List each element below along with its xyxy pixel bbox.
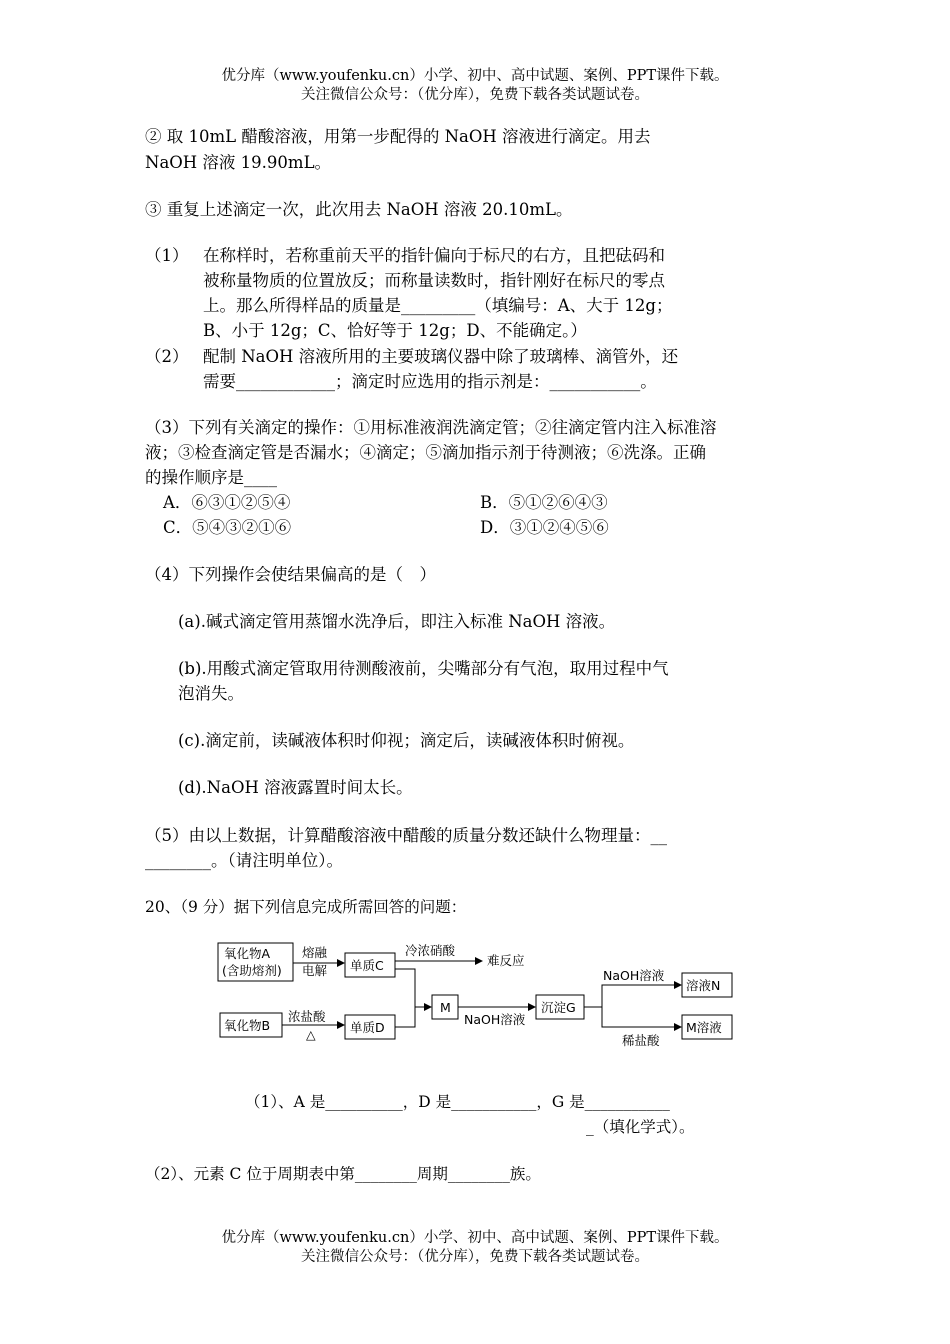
heat-label: △ xyxy=(306,1027,316,1042)
conc-hcl-label: 浓盐酸 xyxy=(288,1009,326,1024)
naoh-top-label: NaOH溶液 xyxy=(603,968,665,983)
step-3: ③ 重复上述滴定一次，此次用去 NaOH 溶液 20.10mL。 xyxy=(145,200,573,219)
q1-line-1: 在称样时，若称重前天平的指针偏向于标尺的右方，且把砝码和 xyxy=(203,246,665,265)
q3-option-b: B．⑤①②⑥④③ xyxy=(480,493,608,512)
q2-number: （2） xyxy=(145,347,189,366)
q1-number: （1） xyxy=(145,246,189,265)
reaction-flow-diagram xyxy=(210,935,745,1050)
q4-option-b-line-2: 泡消失。 xyxy=(178,684,244,703)
q1-line-2: 被称量物质的位置放反；而称量读数时，指针刚好在标尺的零点 xyxy=(203,271,665,290)
q20-sub1-line-2: _（填化学式）。 xyxy=(586,1118,695,1136)
oxide-b-label: 氧化物B xyxy=(224,1018,271,1033)
oxide-a-label-2: (含助熔剂) xyxy=(222,963,282,978)
q5-line-1: （5）由以上数据，计算醋酸溶液中醋酸的质量分数还缺什么物理量：__ xyxy=(145,826,667,845)
q3-line-3: 的操作顺序是____ xyxy=(145,468,277,487)
q20-stem: 20、（9 分）据下列信息完成所需回答的问题： xyxy=(145,898,467,916)
q3-option-a: A．⑥③①②⑤④ xyxy=(163,493,291,512)
q1-line-4: B、小于 12g；C、恰好等于 12g；D、不能确定。） xyxy=(203,321,587,340)
page-header-line-1: 优分库（www.youfenku.cn）小学、初中、高中试题、案例、PPT课件下载。 xyxy=(221,68,729,84)
page-header-line-2: 关注微信公众号：（优分库），免费下载各类试题试卷。 xyxy=(301,87,649,103)
q20-sub2: （2）、元素 C 位于周期表中第________周期________族。 xyxy=(145,1165,541,1183)
electrolysis-label: 电解 xyxy=(302,963,328,978)
q2-line-2: 需要____________；滴定时应选用的指示剂是：___________。 xyxy=(203,372,657,391)
m-solution-label: M溶液 xyxy=(686,1020,722,1035)
q3-line-1: （3）下列有关滴定的操作：①用标准液润洗滴定管；②往滴定管内注入标准溶 xyxy=(145,418,717,437)
page-footer-line-2: 关注微信公众号：（优分库），免费下载各类试题试卷。 xyxy=(301,1249,649,1265)
q4-option-c: (c).滴定前，读碱液体积时仰视；滴定后，读碱液体积时俯视。 xyxy=(178,731,635,750)
naoh-mid-label: NaOH溶液 xyxy=(464,1012,526,1027)
step-2-line-1: ② 取 10mL 醋酸溶液，用第一步配得的 NaOH 溶液进行滴定。用去 xyxy=(145,127,651,146)
melt-label: 熔融 xyxy=(302,945,328,960)
oxide-a-label-1: 氧化物A xyxy=(224,946,271,961)
solution-n-label: 溶液N xyxy=(686,978,721,993)
hard-react-label: 难反应 xyxy=(487,953,525,968)
q4-option-b-line-1: (b).用酸式滴定管取用待测酸液前，尖嘴部分有气泡，取用过程中气 xyxy=(178,659,669,678)
q1-line-3: 上。那么所得样品的质量是_________（填编号：A、大于 12g； xyxy=(203,296,673,315)
q4-stem: （4）下列操作会使结果偏高的是（ ） xyxy=(145,565,436,584)
element-c-label: 单质C xyxy=(350,958,384,973)
arrow-g-to-n xyxy=(584,985,681,1007)
precipitate-g-label: 沉淀G xyxy=(541,1000,576,1015)
step-2-line-2: NaOH 溶液 19.90mL。 xyxy=(145,153,332,172)
q3-line-2: 液；③检查滴定管是否漏水；④滴定；⑤滴加指示剂于待测液；⑥洗涤。正确 xyxy=(145,443,706,462)
q20-sub1-line-1: （1）、A 是__________，D 是___________，G 是___________ xyxy=(245,1093,670,1111)
arrow-g-to-m-solution xyxy=(602,1007,681,1027)
bracket-c-d xyxy=(395,969,415,1027)
cold-nitric-acid-label: 冷浓硝酸 xyxy=(405,943,456,958)
q3-option-d: D．③①②④⑤⑥ xyxy=(480,518,609,537)
q2-line-1: 配制 NaOH 溶液所用的主要玻璃仪器中除了玻璃棒、滴管外，还 xyxy=(203,347,679,366)
page-footer-line-1: 优分库（www.youfenku.cn）小学、初中、高中试题、案例、PPT课件下载。 xyxy=(221,1230,729,1246)
m-label: M xyxy=(440,1000,451,1015)
element-d-label: 单质D xyxy=(350,1020,385,1035)
dilute-hcl-label: 稀盐酸 xyxy=(622,1033,660,1048)
q3-option-c: C．⑤④③②①⑥ xyxy=(163,518,292,537)
q4-option-d: (d).NaOH 溶液露置时间太长。 xyxy=(178,778,413,797)
q5-line-2: ________。（请注明单位）。 xyxy=(145,851,343,870)
q4-option-a: (a).碱式滴定管用蒸馏水洗净后，即注入标准 NaOH 溶液。 xyxy=(178,612,616,631)
